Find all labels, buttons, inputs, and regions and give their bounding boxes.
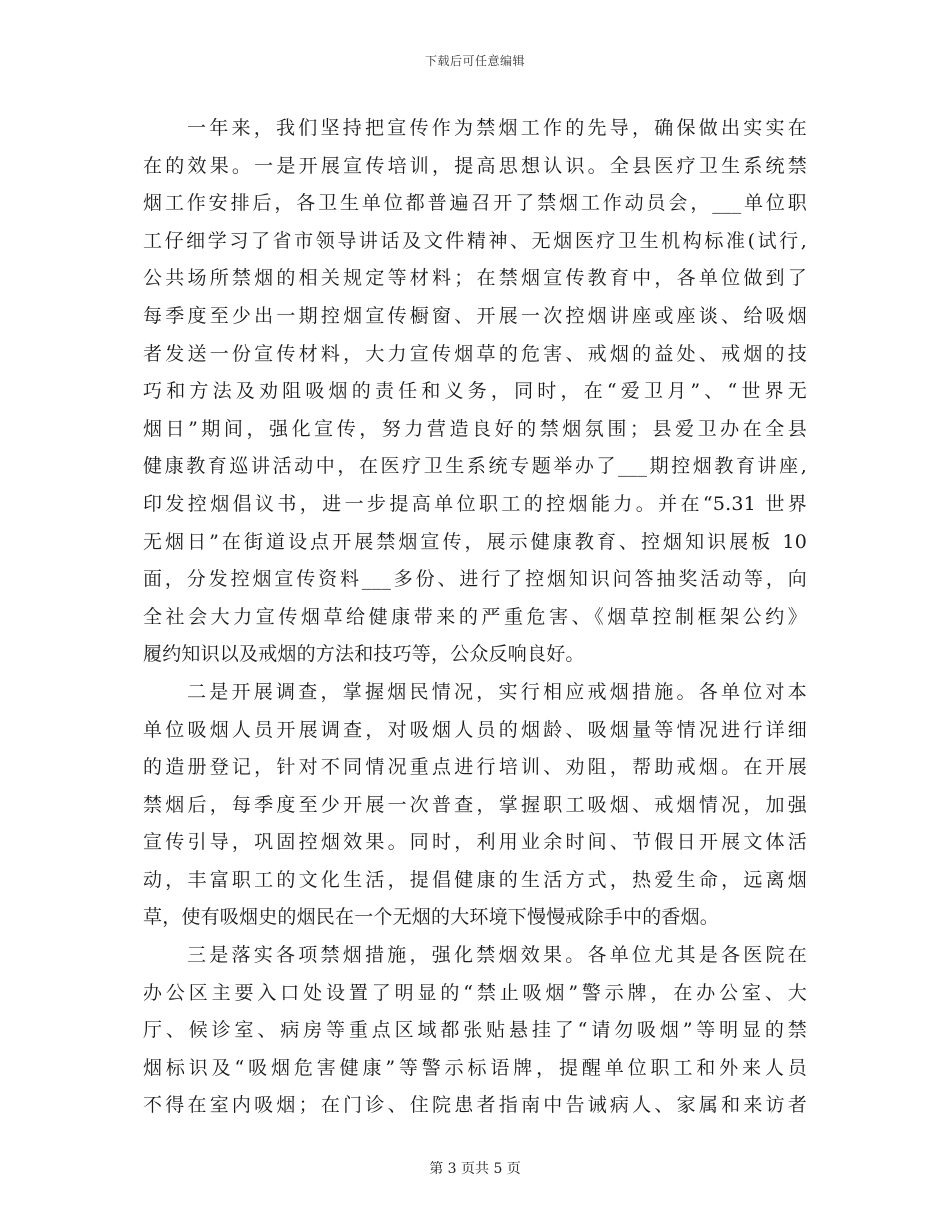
paragraph-2-line-3: 的造册登记，针对不同情况重点进行培训、劝阻，帮助戒烟。在开展 [143, 756, 807, 779]
paragraph-3-line-1: 三是落实各项禁烟措施，强化禁烟效果。各单位尤其是各医院在 [187, 944, 807, 967]
paragraph-1-line-3: 烟工作安排后，各卫生单位都普遍召开了禁烟工作动员会，___单位职 [143, 192, 807, 215]
paragraph-1-line-1: 一年来，我们坚持把宣传作为禁烟工作的先导，确保做出实实在 [187, 117, 807, 139]
paragraph-3-line-4: 烟标识及“吸烟危害健康”等警示标语牌，提醒单位职工和外来人员 [143, 1056, 807, 1079]
paragraph-1-line-4: 工仔细学习了省市领导讲话及文件精神、无烟医疗卫生机构标准(试行, [143, 229, 807, 252]
paragraph-1-line-13: 面，分发控烟宣传资料___多份、进行了控烟知识问答抽奖活动等，向 [143, 568, 807, 591]
document-body [143, 110, 807, 1125]
paragraph-2-line-7: 草，使有吸烟史的烟民在一个无烟的大环境下慢慢戒除手中的香烟。 [143, 906, 720, 929]
paragraph-1-line-12: 无烟日”在街道设点开展禁烟宣传，展示健康教育、控烟知识展板 10 [143, 530, 807, 553]
paragraph-2-line-2: 单位吸烟人员开展调查，对吸烟人员的烟龄、吸烟量等情况进行详细 [143, 718, 807, 741]
paragraph-3-line-5: 不得在室内吸烟；在门诊、住院患者指南中告诫病人、家属和来访者 [143, 1094, 807, 1117]
paragraph-2-line-6: 动，丰富职工的文化生活，提倡健康的生活方式，热爱生命，远离烟 [143, 868, 807, 891]
paragraph-3-line-3: 厅、候诊室、病房等重点区域都张贴悬挂了“请勿吸烟”等明显的禁 [143, 1019, 807, 1042]
paragraph-2-line-4: 禁烟后，每季度至少开展一次普查，掌握职工吸烟、戒烟情况，加强 [143, 793, 807, 816]
paragraph-1-line-8: 巧和方法及劝阻吸烟的责任和义务，同时，在“爱卫月”、“世界无 [143, 380, 807, 403]
paragraph-1-line-7: 者发送一份宣传材料，大力宣传烟草的危害、戒烟的益处、戒烟的技 [143, 342, 807, 365]
paragraph-1-line-15: 履约知识以及戒烟的方法和技巧等，公众反响良好。 [143, 643, 585, 666]
paragraph-1-line-5: 公共场所禁烟的相关规定等材料；在禁烟宣传教育中，各单位做到了 [143, 267, 807, 290]
page-number-footer: 第 3 页共 5 页 [429, 1161, 521, 1177]
paragraph-1-line-6: 每季度至少出一期控烟宣传橱窗、开展一次控烟讲座或座谈、给吸烟 [143, 304, 807, 327]
paragraph-3-line-2: 办公区主要入口处设置了明显的“禁止吸烟”警示牌，在办公室、大 [143, 981, 807, 1004]
paragraph-1-line-2: 在的效果。一是开展宣传培训，提高思想认识。全县医疗卫生系统禁 [143, 154, 807, 177]
paragraph-1-line-11: 印发控烟倡议书，进一步提高单位职工的控烟能力。并在“5.31 世界 [143, 492, 807, 515]
paragraph-2-line-5: 宣传引导，巩固控烟效果。同时，利用业余时间、节假日开展文体活 [143, 831, 807, 854]
paragraph-2-line-1: 二是开展调查，掌握烟民情况，实行相应戒烟措施。各单位对本 [187, 680, 807, 703]
paragraph-1-line-14: 全社会大力宣传烟草给健康带来的严重危害、《烟草控制框架公约》 [143, 605, 807, 628]
paragraph-1-line-9: 烟日”期间，强化宣传，努力营造良好的禁烟氛围；县爱卫办在全县 [143, 417, 807, 440]
page-header: 下载后可任意编辑 [424, 54, 525, 68]
paragraph-1-line-10: 健康教育巡讲活动中，在医疗卫生系统专题举办了___期控烟教育讲座, [143, 455, 807, 478]
